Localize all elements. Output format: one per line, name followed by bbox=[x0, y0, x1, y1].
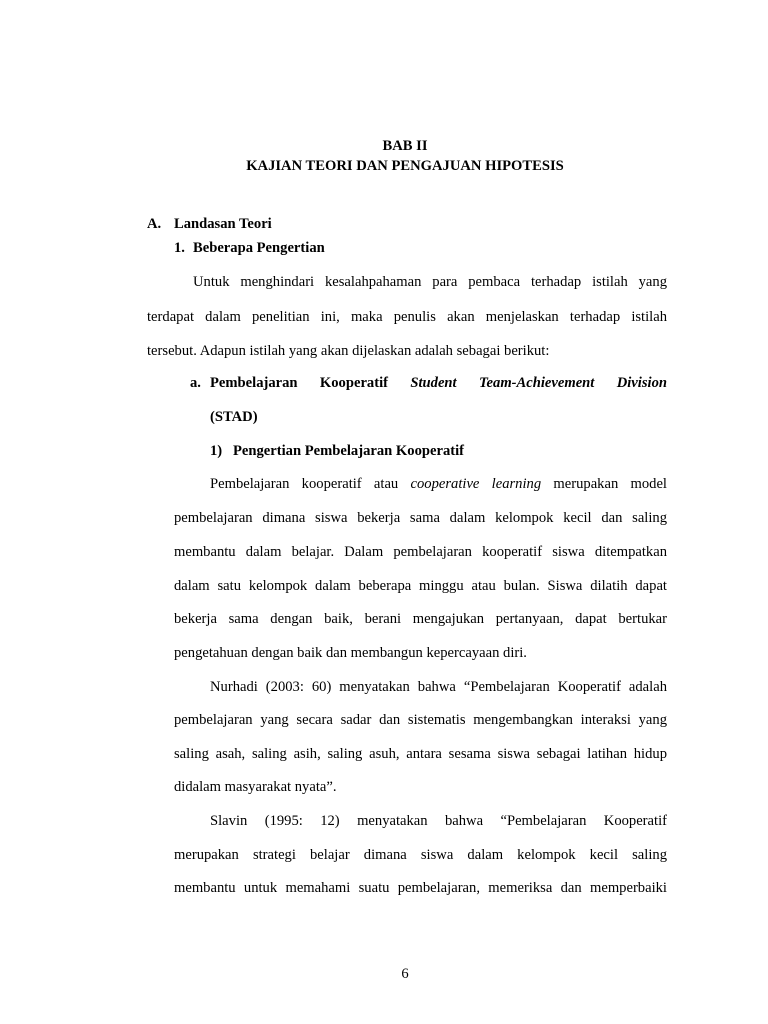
item-a1-heading bbox=[210, 443, 464, 460]
paragraph-1-line-1 bbox=[210, 476, 667, 493]
intro-paragraph-line-2: terdapat dalam penelitian ini, maka penulis akan menjelaskan terhadap istilah bbox=[147, 309, 667, 325]
intro-paragraph-line-1: Untuk menghindari kesalahpahaman para pembaca terhadap istilah yang bbox=[193, 274, 667, 290]
section-a-number: A. bbox=[147, 216, 162, 232]
paragraph-1-line-1-after: merupakan model bbox=[553, 476, 667, 492]
item-a-title-italic: Student Team-Achievement Division bbox=[410, 375, 667, 391]
paragraph-3-line-3: membantu untuk memahami suatu pembelajaran, memeriksa dan memperbaiki bbox=[174, 880, 667, 896]
paragraph-1-line-2: pembelajaran dimana siswa bekerja sama dalam kelompok kecil dan saling bbox=[174, 510, 667, 526]
chapter-title: KAJIAN TEORI DAN PENGAJUAN HIPOTESIS bbox=[246, 158, 564, 174]
paragraph-1-line-5: bekerja sama dengan baik, berani mengajukan pertanyaan, dapat bertukar bbox=[174, 611, 667, 627]
section-a-title: Landasan Teori bbox=[174, 216, 272, 232]
subsection-1-heading bbox=[174, 240, 325, 257]
paragraph-2-line-3: saling asah, saling asih, saling asuh, antara sesama siswa sebagai latihan hidup bbox=[174, 746, 667, 762]
paragraph-1-term-italic: cooperative learning bbox=[410, 476, 542, 492]
page-number: 6 bbox=[401, 966, 409, 982]
subsection-1-number: 1. bbox=[174, 240, 185, 256]
paragraph-2-line-4: didalam masyarakat nyata”. bbox=[174, 779, 337, 795]
paragraph-1-line-6: pengetahuan dengan baik dan membangun kepercayaan diri. bbox=[174, 645, 527, 661]
paragraph-2-line-2: pembelajaran yang secara sadar dan sistematis mengembangkan interaksi yang bbox=[174, 712, 667, 728]
item-a-number: a. bbox=[190, 375, 201, 391]
paragraph-1-line-1-before: Pembelajaran kooperatif atau bbox=[210, 476, 399, 492]
item-a-title-line-1 bbox=[210, 375, 667, 392]
subsection-1-title: Beberapa Pengertian bbox=[193, 240, 325, 256]
paragraph-3-line-2: merupakan strategi belajar dimana siswa dalam kelompok kecil saling bbox=[174, 847, 667, 863]
item-a1-title: Pengertian Pembelajaran Kooperatif bbox=[233, 443, 465, 459]
paragraph-1-line-3: membantu dalam belajar. Dalam pembelajaran kooperatif siswa ditempatkan bbox=[174, 544, 667, 560]
paragraph-2-line-1: Nurhadi (2003: 60) menyatakan bahwa “Pembelajaran Kooperatif adalah bbox=[210, 679, 667, 695]
item-a1-number: 1) bbox=[210, 443, 223, 459]
chapter-label: BAB II bbox=[382, 138, 428, 154]
item-a-title-line-2: (STAD) bbox=[210, 409, 258, 425]
intro-paragraph-line-3: tersebut. Adapun istilah yang akan dijelaskan adalah sebagai berikut: bbox=[147, 343, 550, 359]
item-a-title-bold: Pembelajaran Kooperatif bbox=[210, 375, 388, 391]
section-a-heading bbox=[147, 216, 272, 233]
paragraph-3-line-1: Slavin (1995: 12) menyatakan bahwa “Pembelajaran Kooperatif bbox=[210, 813, 667, 829]
paragraph-1-line-4: dalam satu kelompok dalam beberapa minggu atau bulan. Siswa dilatih dapat bbox=[174, 578, 667, 594]
